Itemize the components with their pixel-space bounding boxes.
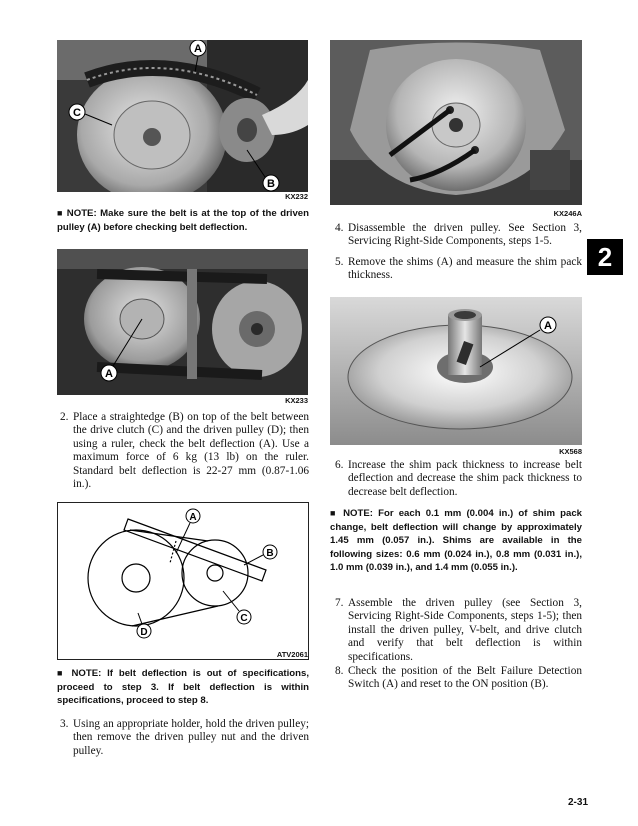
black-square-icon: ■ xyxy=(57,668,66,678)
clutch-assembly-photo xyxy=(57,249,308,395)
callout-a: A xyxy=(189,512,197,523)
page-number: 2-31 xyxy=(567,797,588,808)
callout-a: A xyxy=(105,368,113,380)
driven-pulley-shape xyxy=(88,530,184,626)
callout-b: B xyxy=(267,178,275,190)
note-shim-sizes: ■ NOTE: For each 0.1 mm (0.004 in.) of shim pack change, belt deflection will change by approximately 1.45 mm (0.057 in.). Shims are available in the following sizes: 0.6 mm (0.024 in.), 0.8 mm (0.031 in.), 1.0 mm (0.039 in.), and 1.4 mm (0.055 in.). xyxy=(330,508,582,574)
photo-kx233 xyxy=(57,249,308,395)
straightedge-shape xyxy=(124,519,266,581)
black-square-icon: ■ xyxy=(57,208,64,218)
step-5: 5. Remove the shims (A) and measure the shim pack thickness. xyxy=(335,256,582,282)
photo-kx232 xyxy=(57,40,308,192)
note-deflection-spec: ■ NOTE: If belt deflection is out of specifications, proceed to step 3. If belt deflection is within specifications, proceed to step 8. xyxy=(57,668,309,707)
belt-deflection-drawing xyxy=(58,503,308,659)
figure-code-atv2061: ATV2061 xyxy=(276,650,308,659)
drive-clutch-shape xyxy=(182,540,248,606)
driven-pulley-photo xyxy=(330,40,582,205)
callout-d: D xyxy=(140,627,148,638)
belt-deflection-diagram xyxy=(57,502,309,660)
callout-c: C xyxy=(73,107,81,119)
belt-pulley-photo xyxy=(57,40,308,192)
section-tab: 2 xyxy=(587,239,623,275)
callout-a: A xyxy=(544,320,552,332)
photo-kx246a xyxy=(330,40,582,205)
step-3: 3. Using an appropriate holder, hold the driven pulley; then remove the driven pulley nut and the driven pulley. xyxy=(60,718,309,757)
step-4: 4. Disassemble the driven pulley. See Section 3, Servicing Right-Side Components, steps 1-5. xyxy=(335,222,582,248)
shim-pack-photo xyxy=(330,297,582,445)
step-2: 2. Place a straightedge (B) on top of the belt between the drive clutch (C) and the driven pulley (D); then using a ruler, check the belt deflection (A). Use a maximum force of 6 kg (13 lb) on the ruler. Standard belt deflection is 22-27 mm (0.87-1.06 in.). xyxy=(60,411,309,491)
figure-code-kx233: KX233 xyxy=(285,396,308,405)
step-8: 8. Check the position of the Belt Failure Detection Switch (A) and reset to the ON position (B). xyxy=(335,665,582,691)
callout-b: B xyxy=(266,548,274,559)
step-7: 7. Assemble the driven pulley (see Section 3, Servicing Right-Side Components, steps 1-5); then install the driven pulley, V-belt, and drive clutch and verify that belt deflection is within specifications. xyxy=(335,597,582,663)
callout-c: C xyxy=(240,613,248,624)
step-6: 6. Increase the shim pack thickness to increase belt deflection and decrease the shim pack thickness to decrease belt deflection. xyxy=(335,459,582,498)
photo-kx568 xyxy=(330,297,582,445)
note-belt-top: ■ NOTE: Make sure the belt is at the top of the driven pulley (A) before checking belt deflection. xyxy=(57,208,309,233)
figure-code-kx232: KX232 xyxy=(285,192,308,201)
figure-code-kx568: KX568 xyxy=(559,447,582,456)
figure-code-kx246a: KX246A xyxy=(553,209,582,218)
callout-a: A xyxy=(194,43,202,55)
black-square-icon: ■ xyxy=(330,508,338,518)
